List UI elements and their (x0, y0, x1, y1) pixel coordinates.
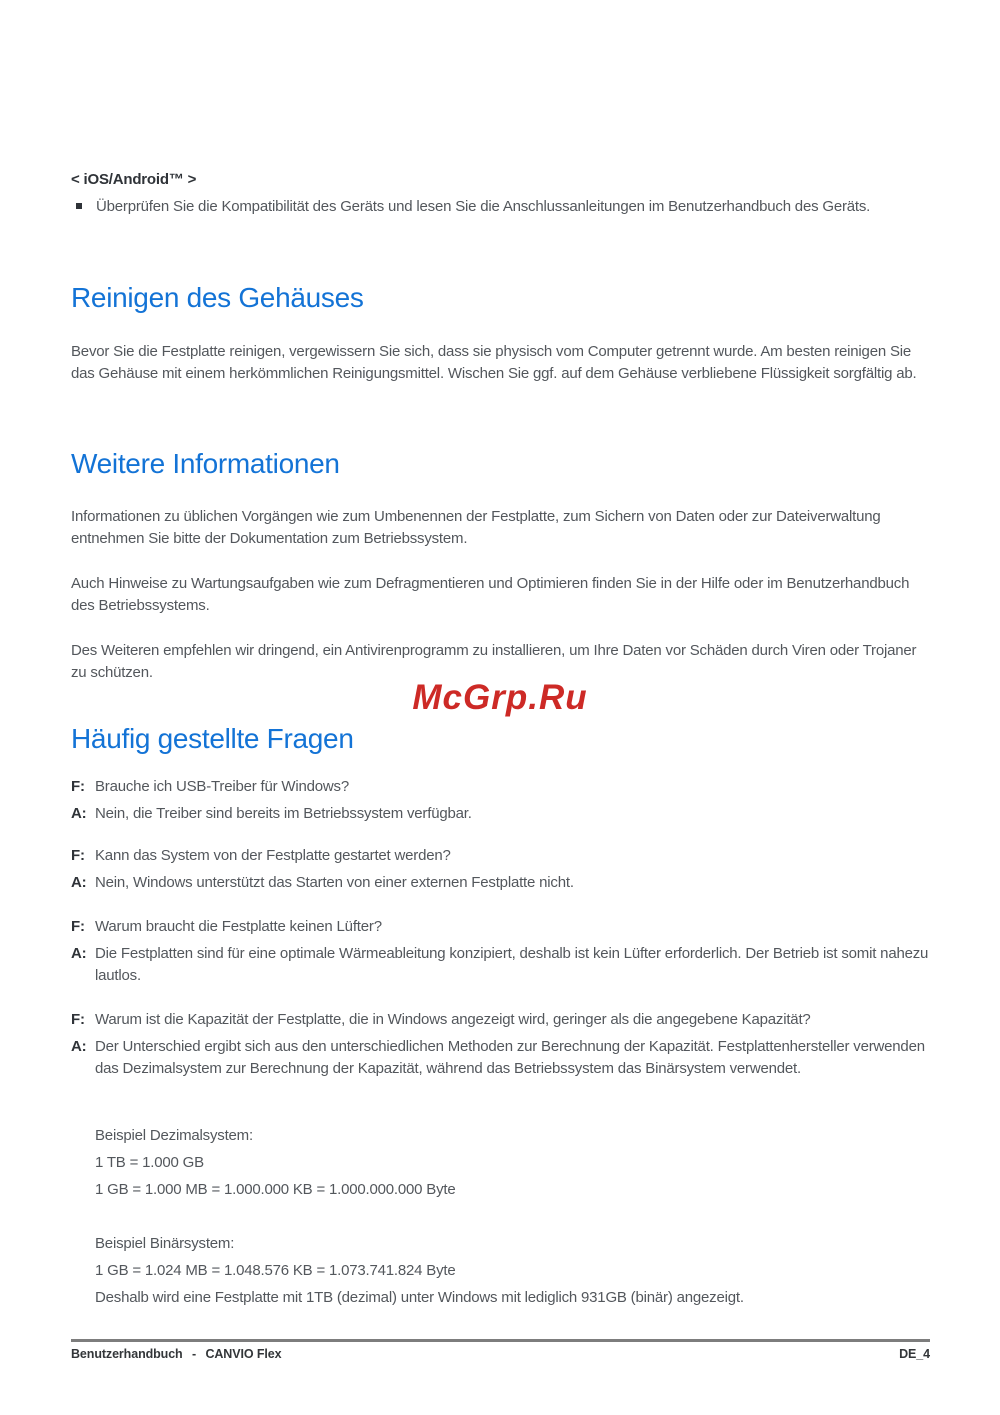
faq-question (71, 1009, 930, 1031)
faq-question-text: Warum ist die Kapazität der Festplatte, die in Windows angezeigt wird, geringer als die angegebene Kapazität? (95, 1011, 811, 1028)
faq-item (71, 776, 930, 830)
footer-doc-title: Benutzerhandbuch (71, 1347, 183, 1361)
faq-item (71, 845, 930, 899)
faq-answer-label: A: (71, 945, 87, 962)
cleaning-paragraph: Bevor Sie die Festplatte reinigen, vergewissern Sie sich, dass sie physisch vom Computer getrennt wurde. Am besten reinigen Sie das Gehäuse mit einem herkömmlichen Reinigungsmittel. Wischen Sie ggf. auf dem Gehäuse verbliebene Flüssigkeit sorgfältig ab. (71, 343, 917, 382)
further-info-paragraph-3: Des Weiteren empfehlen wir dringend, ein Antivirenprogramm zu installieren, um Ihre Daten vor Schäden durch Viren oder Trojaner zu schützen. (71, 642, 917, 681)
faq-answer (71, 872, 930, 894)
example-title: Beispiel Dezimalsystem: (95, 1127, 253, 1144)
faq-answer-text: Der Unterschied ergibt sich aus den unterschiedlichen Methoden zur Berechnung der Kapazität. Festplattenhersteller verwenden das Dezimalsystem zur Berechnung der Kapazität, während das Betriebssystem das Binärsystem verwendet. (95, 1038, 925, 1077)
section-heading-further-info: Weitere Informationen (71, 448, 340, 479)
watermark-text: McGrp.Ru (412, 678, 588, 717)
footer-page-number: DE_4 (899, 1347, 930, 1361)
faq-question-text: Kann das System von der Festplatte gestartet werden? (95, 847, 451, 864)
faq-question (71, 845, 930, 867)
example-line: 1 GB = 1.024 MB = 1.048.576 KB = 1.073.741.824 Byte (95, 1262, 456, 1279)
faq-question-label: F: (71, 918, 85, 935)
section-heading-cleaning: Reinigen des Gehäuses (71, 282, 364, 313)
faq-answer (71, 803, 930, 825)
faq-question-label: F: (71, 1011, 85, 1028)
faq-answer-label: A: (71, 1038, 87, 1055)
faq-answer-label: A: (71, 805, 87, 822)
page-footer (71, 1347, 930, 1361)
further-info-paragraph-2: Auch Hinweise zu Wartungsaufgaben wie zum Defragmentieren und Optimieren finden Sie in der Hilfe oder im Benutzerhandbuch des Betriebssystems. (71, 575, 910, 614)
bullet-text: Überprüfen Sie die Kompatibilität des Geräts und lesen Sie die Anschlussanleitungen im Benutzerhandbuch des Geräts. (96, 198, 871, 215)
faq-answer-label: A: (71, 874, 87, 891)
faq-answer-text: Nein, die Treiber sind bereits im Betriebssystem verfügbar. (95, 805, 472, 822)
faq-question-label: F: (71, 778, 85, 795)
footer-document-info (71, 1347, 281, 1361)
faq-question (71, 776, 930, 798)
device-note-section (71, 170, 930, 218)
example-title: Beispiel Binärsystem: (95, 1235, 235, 1252)
faq-item (71, 916, 930, 992)
faq-question (71, 916, 930, 938)
bullet-item (71, 196, 930, 218)
footer-separator: - (191, 1347, 197, 1361)
footer-product-name: CANVIO Flex (205, 1347, 282, 1361)
faq-answer (71, 1036, 930, 1080)
further-info-paragraph-1: Informationen zu üblichen Vorgängen wie zum Umbenennen der Festplatte, zum Sichern von Daten oder zur Dateiverwaltung entnehmen Sie bitte der Dokumentation zum Betriebssystem. (71, 508, 881, 547)
footer-divider (71, 1339, 930, 1342)
example-line: 1 GB = 1.000 MB = 1.000.000 KB = 1.000.000.000 Byte (95, 1181, 456, 1198)
example-binary-system (71, 1230, 930, 1311)
faq-question-text: Warum braucht die Festplatte keinen Lüfter? (95, 918, 382, 935)
faq-question-label: F: (71, 847, 85, 864)
faq-item (71, 1009, 930, 1085)
example-line: 1 TB = 1.000 GB (95, 1154, 204, 1171)
device-note-label: < iOS/Android™ > (71, 171, 197, 188)
bullet-icon (71, 196, 96, 218)
faq-answer (71, 943, 930, 987)
example-decimal-system (71, 1122, 930, 1203)
faq-question-text: Brauche ich USB-Treiber für Windows? (95, 778, 350, 795)
section-heading-faq: Häufig gestellte Fragen (71, 723, 354, 754)
example-line: Deshalb wird eine Festplatte mit 1TB (dezimal) unter Windows mit lediglich 931GB (binär) angezeigt. (95, 1289, 744, 1306)
faq-answer-text: Nein, Windows unterstützt das Starten von einer externen Festplatte nicht. (95, 874, 574, 891)
faq-answer-text: Die Festplatten sind für eine optimale Wärmeableitung konzipiert, deshalb ist kein Lüfter erforderlich. Der Betrieb ist somit nahezu lautlos. (95, 945, 929, 984)
